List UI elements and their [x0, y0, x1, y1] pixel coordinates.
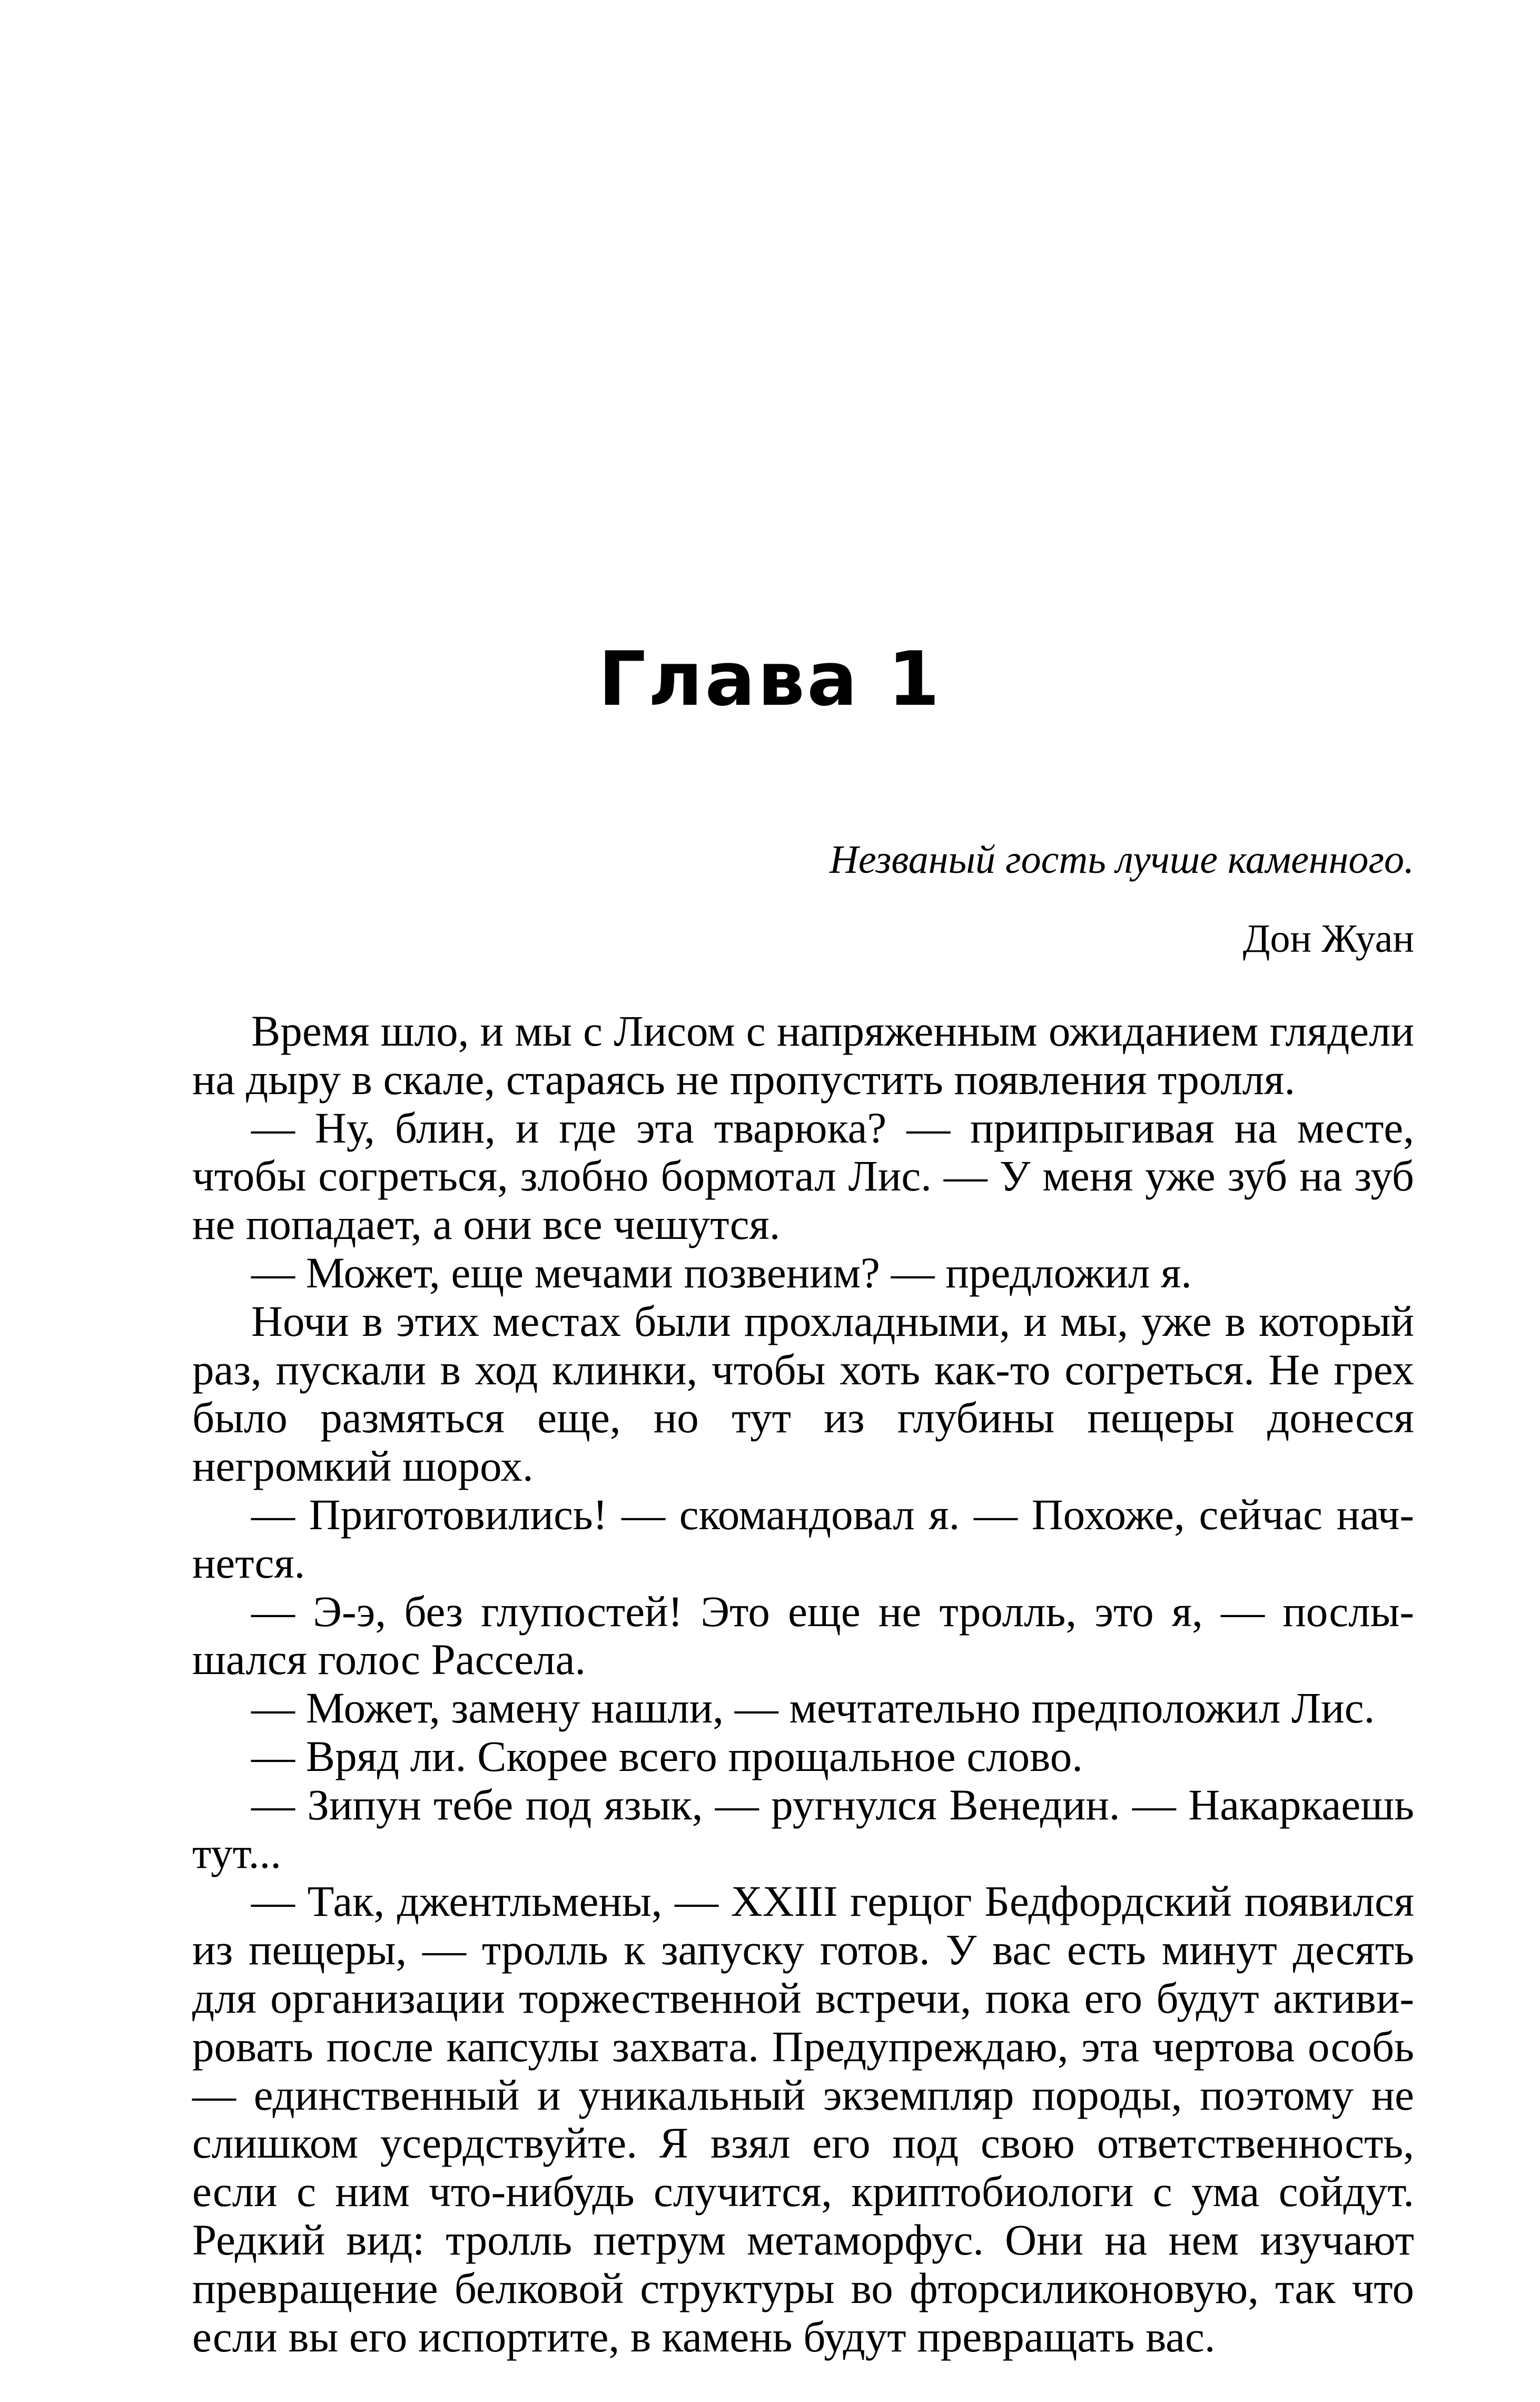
epigraph-quote: Незваный гость лучше каменного. [830, 838, 1414, 882]
paragraph: — Может, еще мечами позвеним? — предложил я. [251, 1248, 1192, 1297]
paragraph: — Э-э, без глупостей! Это еще не тролль, это я, — послышался голос Рассела. [192, 1587, 1414, 1684]
epigraph-author: Дон Жуан [1242, 917, 1414, 961]
paragraph: Время шло, и мы с Лисом с напряженным ожиданием глядели на дыру в скале, стараясь не пропустить появления тролля. [192, 1007, 1414, 1104]
paragraph: Ночи в этих местах были прохладными, и мы, уже в который раз, пускали в ход клинки, чтобы хоть как-то согреться. Не грех было размяться еще, но тут из глубины пещеры донесся негромкий шорох. [192, 1296, 1414, 1491]
paragraph: — Так, джентльмены, — XXIII герцог Бедфордский появился из пещеры, — тролль к запуску готов. У вас есть минут десять для организации торжественной встречи, пока его будут активировать после капсулы захвата. Предупреждаю, эта чертова особь — единственный и уникальный экземпляр породы, поэтому не слишком усердствуйте. Я взял его под свою ответственность, если с ним что-нибудь случится, криптобиологи с ума сойдут. Редкий вид: тролль петрум метаморфус. Они на нем изучают превращение белковой структуры во фторсиликоновую, так что если вы его испортите, в камень будут превращать вас. [192, 1877, 1414, 2361]
paragraph: — Вряд ли. Скорее всего прощальное слово. [251, 1731, 1083, 1780]
paragraph: — Зипун тебе под язык, — ругнулся Венедин. — Накаркаешь тут... [192, 1780, 1414, 1877]
paragraph: — Ну, блин, и где эта тварюка? — припрыгивая на месте, чтобы согреться, злобно бормотал Лис. — У меня уже зуб на зуб не попадает, а они все чешутся. [192, 1103, 1414, 1249]
chapter-text [192, 1007, 1414, 2361]
paragraph: — Может, замену нашли, — мечтательно предположил Лис. [251, 1684, 1375, 1732]
paragraph: — Приготовились! — скомандовал я. — Похоже, сейчас начнется. [192, 1490, 1414, 1587]
chapter-title: Глава 1 [598, 636, 942, 723]
epigraph [764, 836, 1414, 962]
